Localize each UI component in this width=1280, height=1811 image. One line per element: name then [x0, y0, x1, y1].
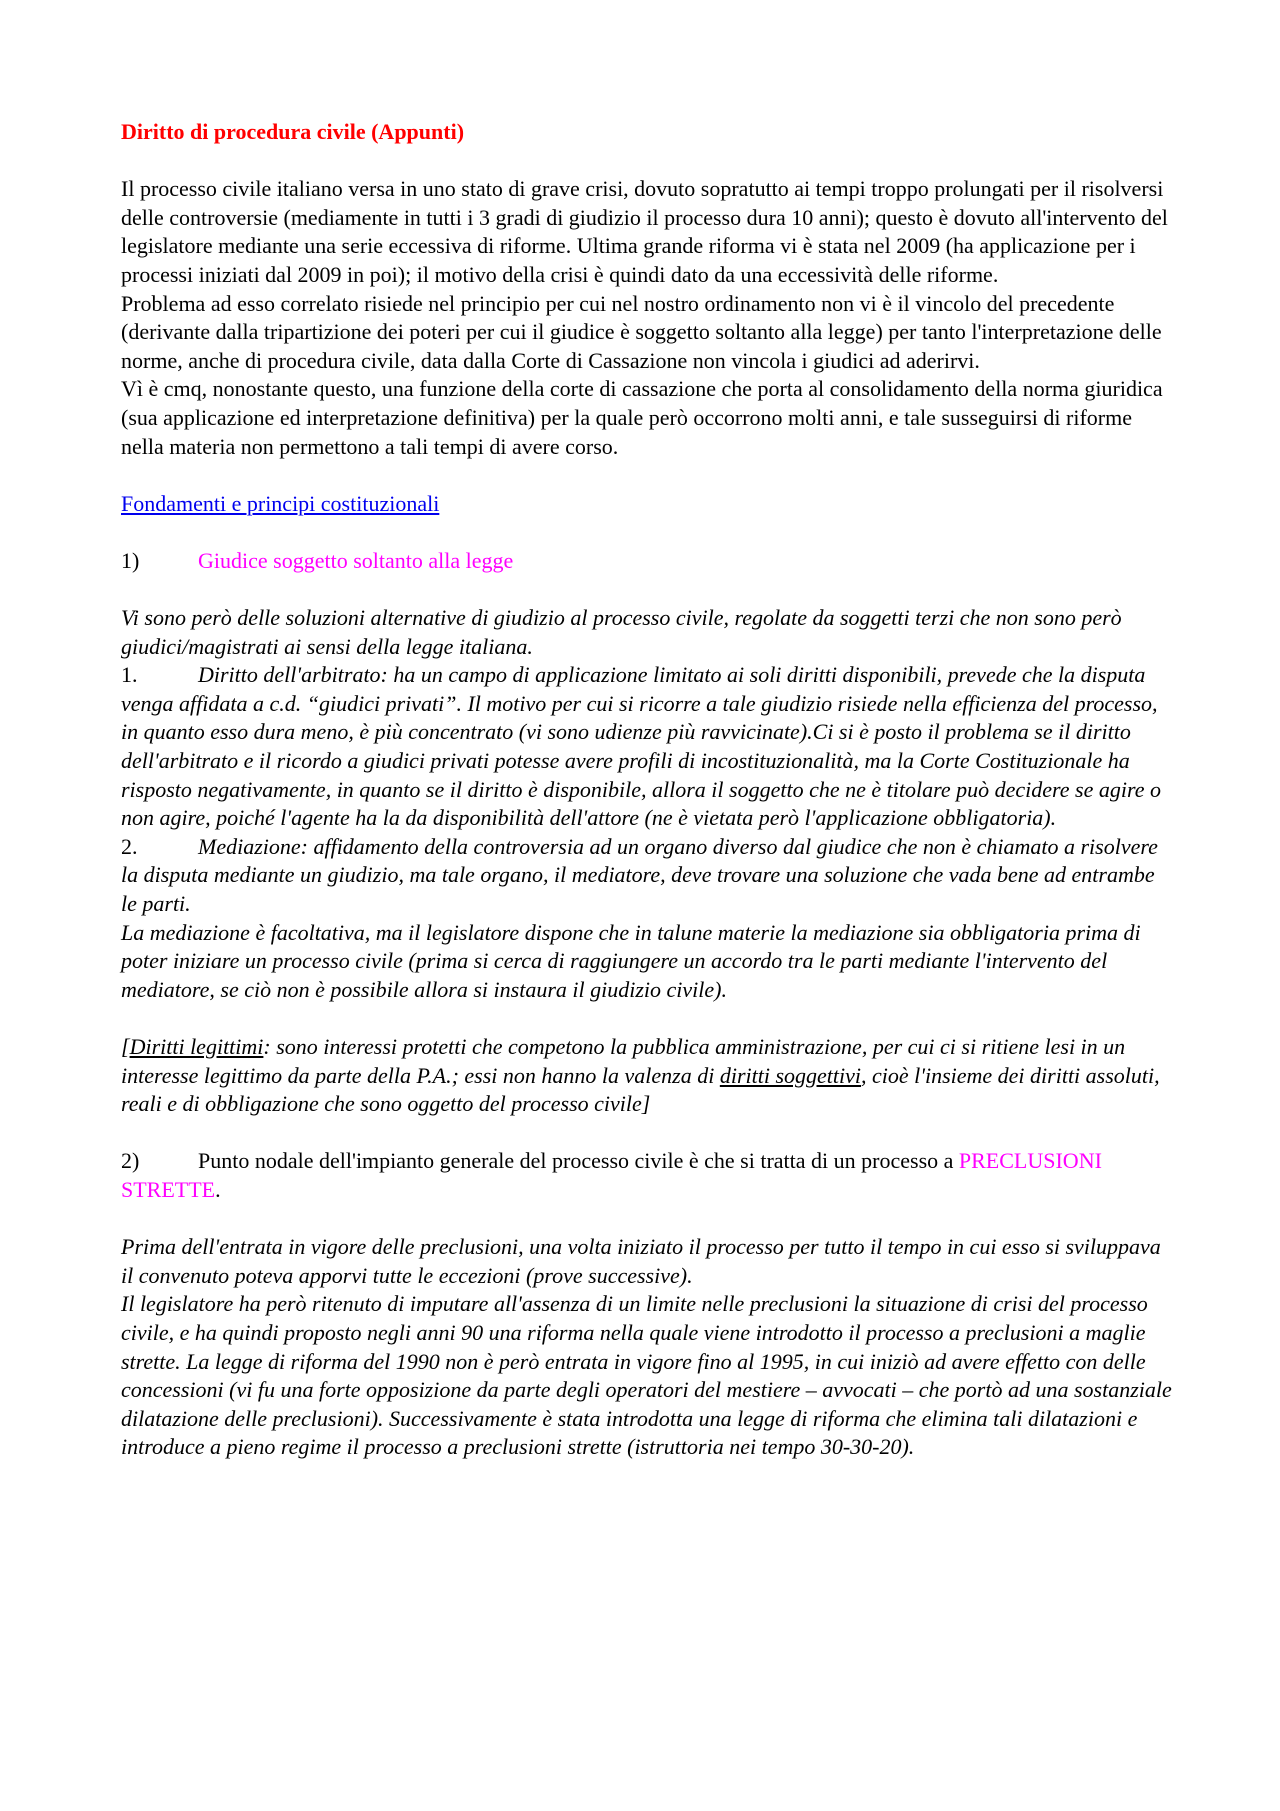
spacer	[121, 518, 1173, 547]
alternative-2	[121, 833, 1173, 919]
point-1-heading: Giudice soggetto soltanto alla legge	[198, 547, 514, 573]
spacer	[121, 1119, 1173, 1148]
intro-paragraph-2: Problema ad esso correlato risiede nel principio per cui nel nostro ordinamento non vi è il vincolo del precedente (derivante dalla tripartizione dei poteri per cui il giudice è soggetto soltanto alla legge) per tanto l'interpretazione delle norme, anche di procedura civile, data dalla Corte di Cassazione non vincola i giudici ad aderirvi.	[121, 290, 1162, 373]
alternative-1-number: 1.	[121, 662, 138, 688]
document-title: Diritto di procedura civile (Appunti)	[121, 119, 465, 144]
legitimate-rights-note	[121, 1033, 1173, 1119]
document-page	[121, 118, 1173, 1462]
note-part-2: , cioè l'insieme dei diritti assoluti, reali e di obbligazione che sono oggetto del processo civile]	[121, 1062, 1160, 1117]
alternative-2-text: Mediazione: affidamento della controversia ad un organo diverso dal giudice che non è chiamato a risolvere la disputa mediante un giudizio, ma tale organo, il mediatore, deve trovare una soluzione che vada bene ad entrambe le parti.	[121, 833, 1158, 917]
point-2-text: Punto nodale dell'impianto generale del processo civile è che si tratta di un processo a	[198, 1148, 959, 1174]
note-term-2: diritti soggettivi	[719, 1062, 861, 1088]
intro-paragraph-1: Il processo civile italiano versa in uno stato di grave crisi, dovuto sopratutto ai tempi troppo prolungati per il risolversi delle controversie (mediamente in tutti i 3 gradi di giudizio il processo dura 10 anni); questo è dovuto all'intervento del legislatore mediante una serie eccessiva di riforme. Ultima grande riforma vi è stata nel 2009 (ha applicazione per i processi iniziati dal 2009 in poi); il motivo della crisi è quindi dato da una eccessività delle riforme.	[121, 176, 1168, 287]
point-1	[121, 547, 1173, 576]
alternative-1-text: Diritto dell'arbitrato: ha un campo di applicazione limitato ai soli diritti disponibili, prevede che la disputa venga affidata a c.d. “giudici privati”. Il motivo per cui si ricorre a tale giudizio risiede nella efficienza del processo, in quanto esso dura meno, è più concentrato (vi sono udienze più ravvicinate).Ci si è posto il problema se il diritto dell'arbitrato e il ricordo a giudici privati potesse avere profili di incostituzionalità, ma la Corte Costituzionale ha risposto negativamente, in quanto se il diritto è disponibile, allora il soggetto che ne è titolare può decidere se agire o non agire, poiché l'agente ha la da disponibilità dell'attore (ne è vietata però l'applicazione obbligatoria).	[121, 662, 1161, 831]
spacer	[121, 1004, 1173, 1033]
point-2	[121, 1147, 1173, 1204]
note-part-1: : sono interessi protetti che competono la pubblica amministrazione, per cui ci si ritiene lesi in un interesse legittimo da parte della P.A.; essi non hanno la valenza di	[121, 1034, 1126, 1088]
section-heading	[121, 490, 1173, 519]
alternatives-intro: Vi sono però delle soluzioni alternative di giudizio al processo civile, regolate da soggetti terzi che non sono però giudici/magistrati ai sensi della legge italiana.	[121, 605, 1122, 659]
preclusions-paragraph-2: Il legislatore ha però ritenuto di imputare all'assenza di un limite nelle preclusioni la situazione di crisi del processo civile, e ha quindi proposto negli anni 90 una riforma nella quale viene introdotto il processo a preclusioni a maglie strette. La legge di riforma del 1990 non è però entrata in vigore fino al 1995, in cui iniziò ad avere effetto con delle concessioni (vi fu una forte opposizione da parte degli operatori del mestiere – avvocati – che portò ad una sostanziale dilatazione delle preclusioni). Successivamente è stata introdotta una legge di riforma che elimina tali dilatazioni e introduce a pieno regime il processo a preclusioni strette (istruttoria nei tempo 30-30-20).	[121, 1291, 1172, 1460]
alternative-1	[121, 661, 1173, 833]
alternative-2-number: 2.	[121, 833, 138, 859]
point-2-number: 2)	[121, 1148, 140, 1174]
spacer	[121, 576, 1173, 605]
section-link[interactable]: Fondamenti e principi costituzionali	[121, 490, 440, 516]
spacer	[121, 461, 1173, 490]
spacer	[121, 1205, 1173, 1234]
note-open: [	[121, 1034, 130, 1059]
preclusions-paragraph-1: Prima dell'entrata in vigore delle preclusioni, una volta iniziato il processo per tutto il tempo in cui esso si sviluppava il convenuto poteva apporvi tutte le eccezioni (prove successive).	[121, 1234, 1161, 1288]
point-2-highlight: PRECLUSIONI STRETTE	[121, 1148, 1102, 1202]
point-2-end: .	[215, 1176, 221, 1202]
mediation-note: La mediazione è facoltativa, ma il legislatore dispone che in talune materie la mediazione sia obbligatoria prima di poter iniziare un processo civile (prima si cerca di raggiungere un accordo tra le parti mediante l'intervento del mediatore, se ciò non è possibile allora si instaura il giudizio civile).	[121, 919, 1141, 1002]
point-1-number: 1)	[121, 547, 140, 573]
note-term-1: Diritti legittimi	[129, 1034, 264, 1059]
spacer	[121, 147, 1173, 176]
intro-paragraph-3: Vì è cmq, nonostante questo, una funzione della corte di cassazione che porta al consolidamento della norma giuridica (sua applicazione ed interpretazione definitiva) per la quale però occorrono molti anni, e tale susseguirsi di riforme nella materia non permettono a tali tempi di avere corso.	[121, 376, 1163, 459]
